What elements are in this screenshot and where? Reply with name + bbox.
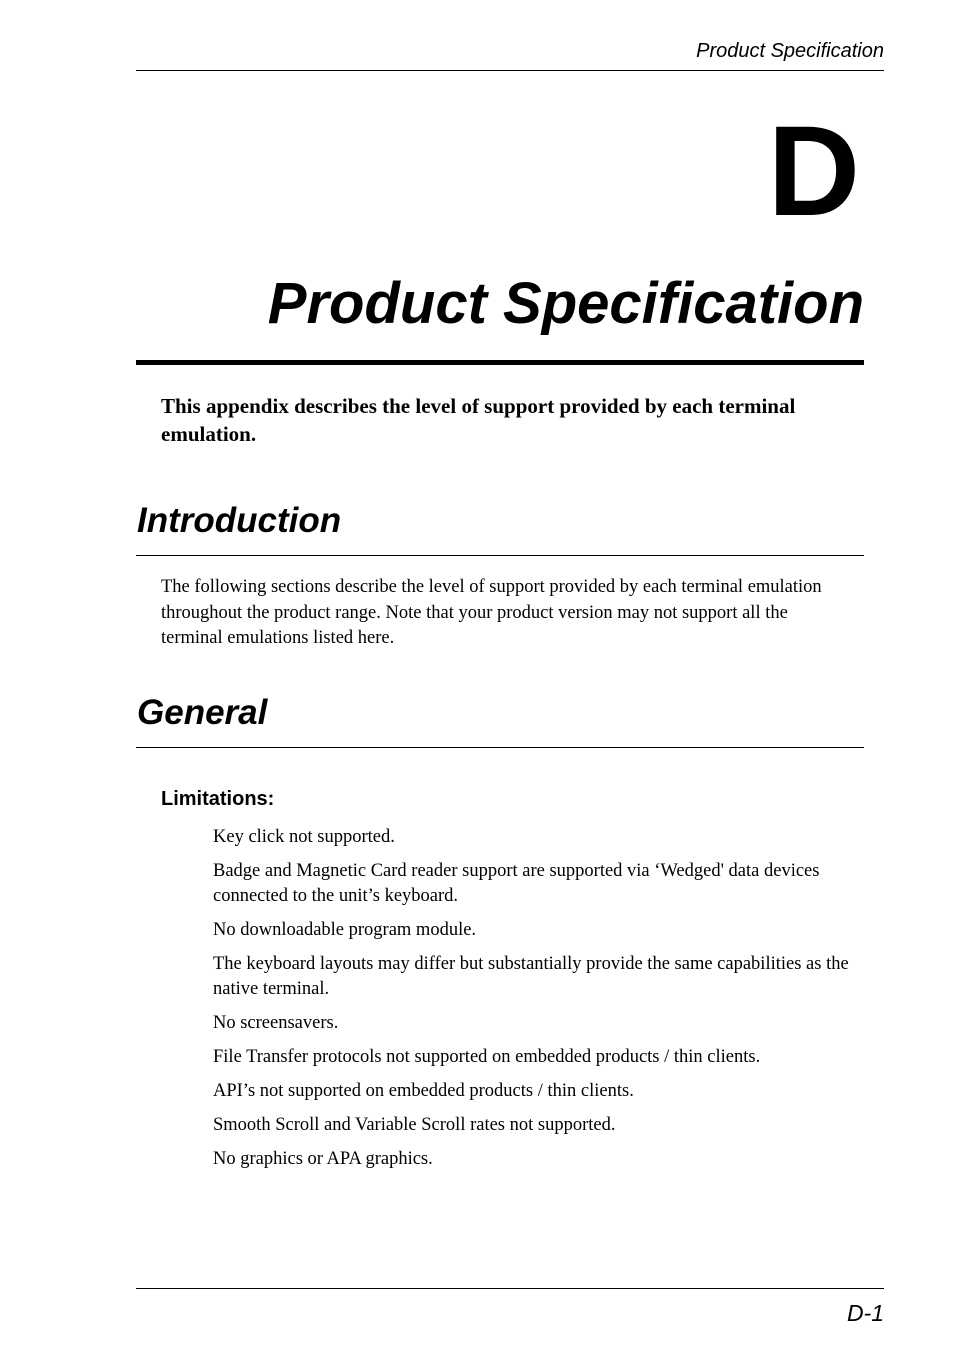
list-item: No downloadable program module. [213,920,477,940]
title-rule [136,360,864,365]
limitations-list [213,825,863,1181]
list-item: API’s not supported on embedded products / thin clients. [213,1081,634,1101]
running-header: Product Specification [696,40,884,62]
list-item: No screensavers. [213,1013,339,1033]
chapter-letter: D [767,100,860,243]
page-number: D-1 [846,1300,884,1326]
list-item: The keyboard layouts may differ but substantially provide the same capabilities as the native terminal. [213,954,849,999]
footer-rule [136,1288,884,1289]
general-rule [136,747,864,748]
chapter-summary: This appendix describes the level of support provided by each terminal emulation. [161,394,796,446]
limitations-heading: Limitations: [161,788,275,810]
introduction-heading: Introduction [137,501,342,540]
list-item: Badge and Magnetic Card reader support are supported via ‘Wedged' data devices connected to the unit’s keyboard. [213,861,820,906]
list-item: Key click not supported. [213,827,395,847]
list-item: Smooth Scroll and Variable Scroll rates not supported. [213,1115,616,1135]
list-item: No graphics or APA graphics. [213,1149,433,1169]
introduction-body: The following sections describe the level of support provided by each terminal emulation throughout the product range. Note that your product version may not support all the terminal emulations listed here. [161,577,822,648]
introduction-rule [136,555,864,556]
header-rule [136,70,884,71]
chapter-title: Product Specification [267,271,864,336]
general-heading: General [137,693,268,732]
list-item: File Transfer protocols not supported on embedded products / thin clients. [213,1047,761,1067]
